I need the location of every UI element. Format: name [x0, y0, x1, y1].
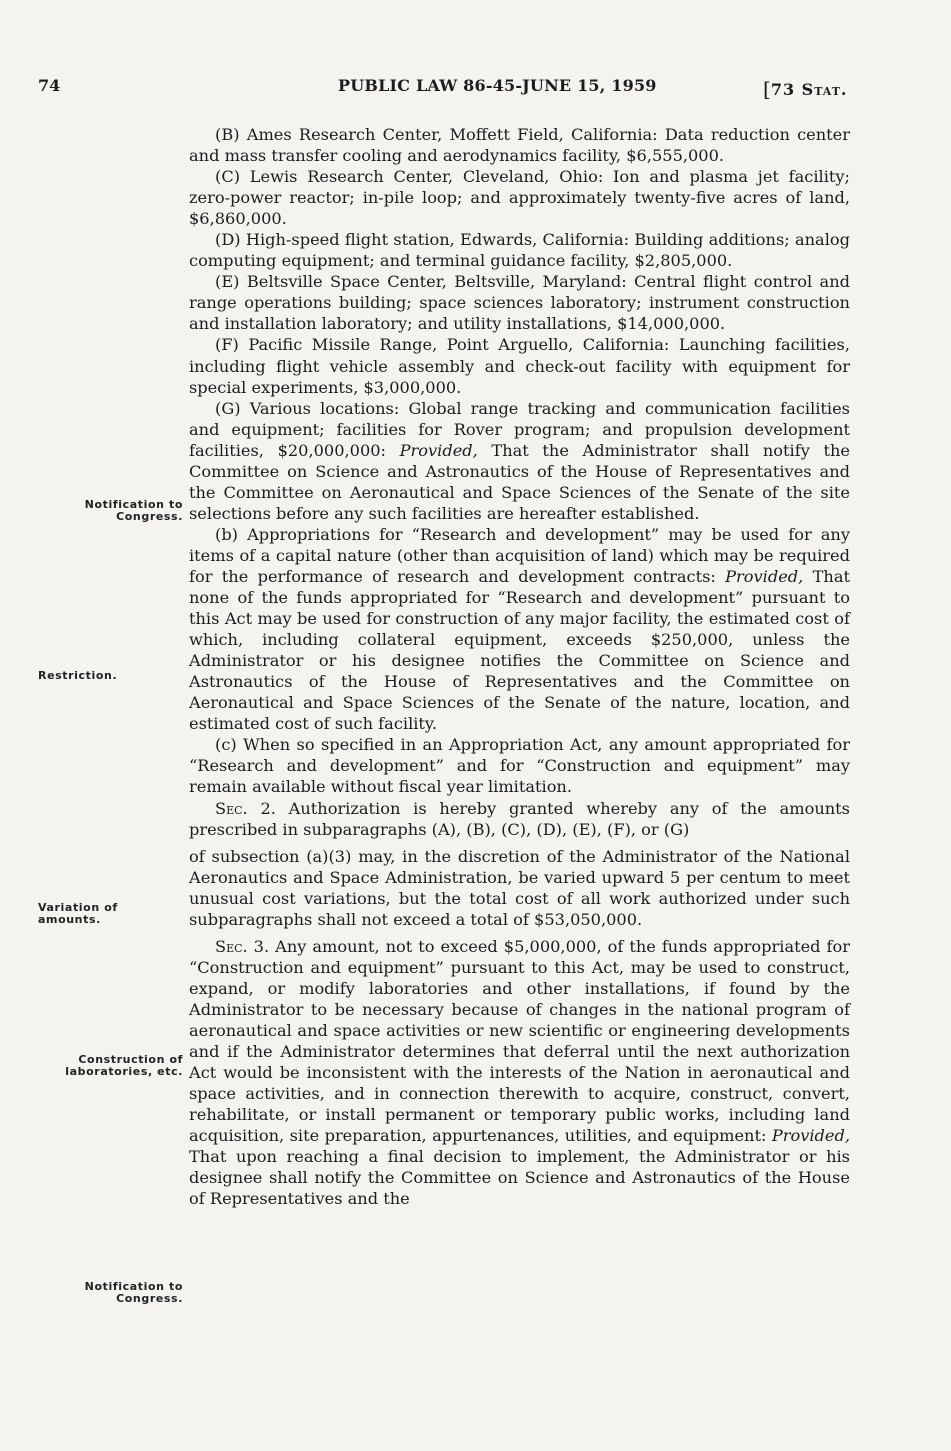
- paragraph-g: (G) Various locations: Global range tracking and communication facilities and equipment; facilities for Rover program; and propulsion development facilities, $20,000,000: Provided, That the Administrator shall notify the Committee on Science and Astronautics of the House of Representatives and the Committee on Aeronautical and Space Sciences of the Senate of the site selections before any such facilities are hereafter established.: [189, 398, 850, 523]
- paragraph-c: (C) Lewis Research Center, Cleveland, Ohio: Ion and plasma jet facility; zero-power reactor; in-pile loop; and approximately twenty-five acres of land, $6,860,000.: [189, 167, 850, 229]
- paragraph-d: (D) High-speed flight station, Edwards, California: Building additions; analog computing equipment; and terminal guidance facility, $2,805,000.: [189, 230, 850, 271]
- margin-note-variation: Variation of amounts.: [38, 901, 118, 926]
- section-2: Sec. 2. Authorization is hereby granted whereby any of the amounts prescribed in subparagraphs (A), (B), (C), (D), (E), (F), or (G): [189, 798, 850, 839]
- section-2-continued: of subsection (a)(3) may, in the discretion of the Administrator of the National Aeronautics and Space Administration, be varied upward 5 per centum to meet unusual cost variations, but the total cost of all work authorized under such subparagraphs shall not exceed a total of $53,050,000.: [189, 846, 850, 929]
- margin-note-notification: Notification to Congress.: [84, 498, 183, 523]
- body-text: [189, 124, 850, 1209]
- margin-note-construction: Construction of laboratories, etc.: [65, 1053, 183, 1078]
- section-3: Sec. 3. Any amount, not to exceed $5,000,000, of the funds appropriated for “Construction and equipment” pursuant to this Act, may be used to construct, expand, or modify laboratories and other installations, if found by the Administrator to be necessary because of changes in the national program of aeronautical and space activities or new scientific or engineering developments and if the Administrator determines that deferral until the next authorization Act would be inconsistent with the interests of the Nation in aeronautical and space activities, and in connection therewith to acquire, construct, convert, rehabilitate, or install permanent or temporary public works, including land acquisition, site preparation, appurtenances, utilities, and equipment: Provided, That upon reaching a final decision to implement, the Administrator or his designee shall notify the Committee on Science and Astronautics of the House of Representatives and the: [189, 936, 851, 1209]
- statute-reference: [73 Stat.: [763, 77, 848, 101]
- margin-note-notification-2: Notification to Congress.: [84, 1280, 183, 1305]
- page-number: 74: [38, 76, 61, 95]
- running-title: PUBLIC LAW 86-45-JUNE 15, 1959: [338, 76, 657, 95]
- paragraph-e: (E) Beltsville Space Center, Beltsville, Maryland: Central flight control and range operations building; space sciences laboratory; instrument construction and installation laboratory; and utility installations, $14,000,000.: [189, 272, 850, 334]
- subsection-c: (c) When so specified in an Appropriation Act, any amount appropriated for “Research and development” and for “Construction and equipment” may remain available without fiscal year limitation.: [189, 735, 850, 797]
- paragraph-b: (B) Ames Research Center, Moffett Field, California: Data reduction center and mass transfer cooling and aerodynamics facility, $6,555,000.: [189, 125, 850, 166]
- running-header: [38, 76, 858, 102]
- subsection-b: (b) Appropriations for “Research and development” may be used for any items of a capital nature (other than acquisition of land) which may be required for the performance of research and development contracts: Provided, That none of the funds appropriated for “Research and development” pursuant to this Act may be used for construction of any major facility, the estimated cost of which, including collateral equipment, exceeds $250,000, unless the Administrator or his designee notifies the Committee on Science and Astronautics of the House of Representatives and the Committee on Aeronautical and Space Sciences of the Senate of the nature, location, and estimated cost of such facility.: [189, 524, 851, 734]
- paragraph-f: (F) Pacific Missile Range, Point Arguello, California: Launching facilities, including flight vehicle assembly and check-out facility with equipment for special experiments, $3,000,000.: [189, 335, 850, 397]
- margin-note-restriction: Restriction.: [38, 669, 118, 682]
